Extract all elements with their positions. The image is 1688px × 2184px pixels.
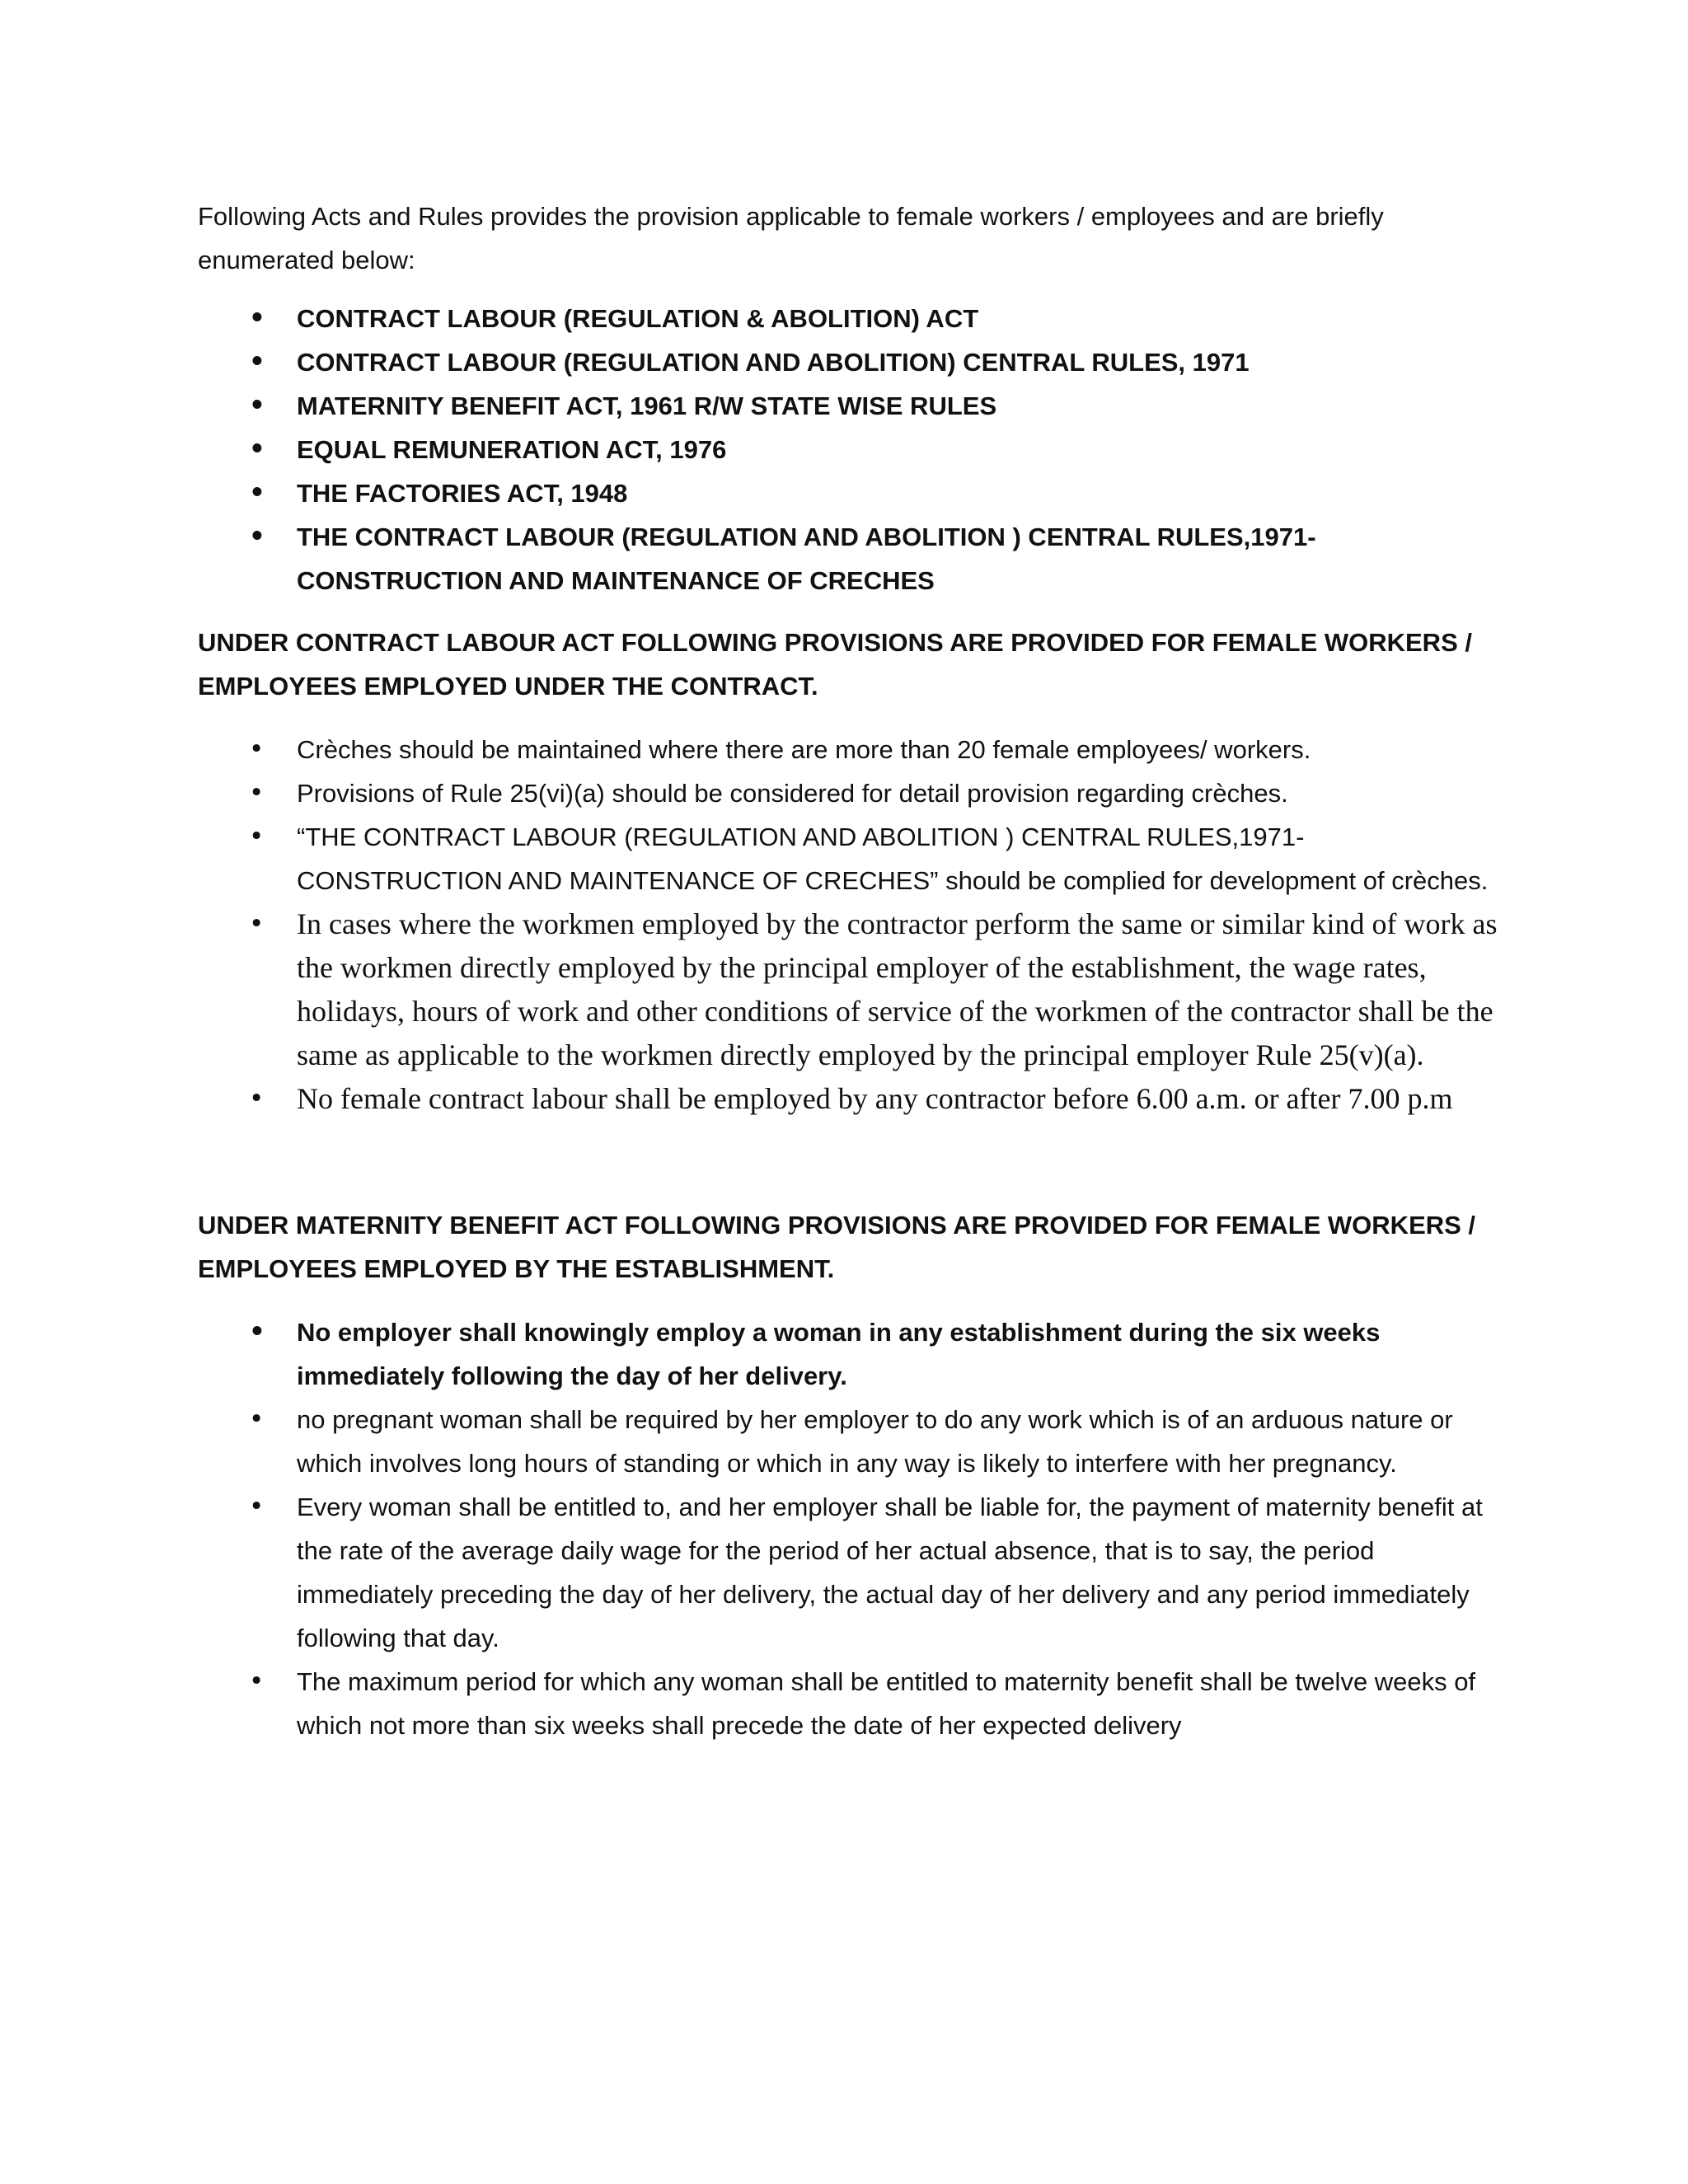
act-item-text: THE CONTRACT LABOUR (REGULATION AND ABOLITION ) CENTRAL RULES,1971- CONSTRUCTION AND MAINTENANCE OF CRECHES: [297, 523, 1316, 595]
provision-item: [198, 1310, 1500, 1398]
provision-item-text: “THE CONTRACT LABOUR (REGULATION AND ABOLITION ) CENTRAL RULES,1971- CONSTRUCTION AND MAINTENANCE OF CRECHES” should be complied for development of crèches.: [297, 823, 1489, 895]
document-content: [198, 194, 1500, 1747]
act-item-text: THE FACTORIES ACT, 1948: [297, 479, 628, 508]
bullet-icon: •: [249, 778, 265, 808]
provision-item: [198, 728, 1500, 771]
section-spacer: [198, 1121, 1500, 1185]
bullet-icon: •: [249, 434, 265, 464]
provision-item-text: Crèches should be maintained where there are more than 20 female employees/ workers.: [297, 735, 1311, 764]
bullet-icon: •: [249, 303, 265, 333]
bullet-icon: •: [249, 522, 265, 551]
provision-item: [198, 815, 1500, 902]
provision-item: [198, 771, 1500, 815]
provision-item-text: Every woman shall be entitled to, and her employer shall be liable for, the payment of maternity benefit at the rate of the average daily wage for the period of her actual absence, that is to say, the period immediately preceding the day of her delivery, the actual day of her delivery and any period immediately following that day.: [297, 1493, 1483, 1652]
bullet-icon: •: [249, 734, 265, 764]
act-item-text: CONTRACT LABOUR (REGULATION & ABOLITION) ACT: [297, 304, 979, 333]
acts-list: [198, 297, 1500, 602]
maternity-benefit-heading: UNDER MATERNITY BENEFIT ACT FOLLOWING PROVISIONS ARE PROVIDED FOR FEMALE WORKERS / EMPLOYEES EMPLOYED BY THE ESTABLISHMENT.: [198, 1211, 1476, 1283]
bullet-icon: •: [249, 1404, 265, 1434]
contract-labour-heading: UNDER CONTRACT LABOUR ACT FOLLOWING PROVISIONS ARE PROVIDED FOR FEMALE WORKERS / EMPLOYEES EMPLOYED UNDER THE CONTRACT.: [198, 628, 1472, 701]
provision-item-text: In cases where the workmen employed by the contractor perform the same or similar kind of work as the workmen directly employed by the principal employer of the establishment, the wage rates, holidays, hours of work and other conditions of service of the workmen of the contractor shall be the same as applicable to the workmen directly employed by the principal employer Rule 25(v)(a).: [297, 907, 1498, 1071]
provision-item-text: Provisions of Rule 25(vi)(a) should be considered for detail provision regarding crèches.: [297, 779, 1288, 808]
provision-item: [198, 1485, 1500, 1660]
provision-item: [198, 1660, 1500, 1747]
bullet-icon: •: [249, 909, 265, 939]
bullet-icon: •: [249, 478, 265, 508]
intro-paragraph: Following Acts and Rules provides the provision applicable to female workers / employees and are briefly enumerated below:: [198, 202, 1384, 274]
act-item-text: MATERNITY BENEFIT ACT, 1961 R/W STATE WISE RULES: [297, 391, 997, 420]
provision-item-text: The maximum period for which any woman shall be entitled to maternity benefit shall be twelve weeks of which not more than six weeks shall precede the date of her expected delivery: [297, 1667, 1476, 1740]
bullet-icon: •: [249, 1084, 265, 1113]
act-item: [198, 297, 1500, 340]
bullet-icon: •: [249, 1666, 265, 1696]
act-item: [198, 515, 1500, 602]
act-item: [198, 428, 1500, 471]
act-item-text: CONTRACT LABOUR (REGULATION AND ABOLITION) CENTRAL RULES, 1971: [297, 348, 1250, 377]
provision-item: [198, 902, 1500, 1077]
act-item: [198, 340, 1500, 384]
bullet-icon: •: [249, 1492, 265, 1521]
act-item: [198, 471, 1500, 515]
bullet-icon: •: [249, 822, 265, 851]
act-item-text: EQUAL REMUNERATION ACT, 1976: [297, 435, 727, 464]
provision-item: [198, 1398, 1500, 1485]
bullet-icon: •: [249, 1317, 265, 1347]
provision-item-text: no pregnant woman shall be required by her employer to do any work which is of an arduous nature or which involves long hours of standing or which in any way is likely to interfere with her pregnancy.: [297, 1405, 1453, 1478]
maternity-provisions-list: [198, 1310, 1500, 1747]
contract-labour-provisions-list: [198, 728, 1500, 1121]
provision-item-text: No female contract labour shall be employed by any contractor before 6.00 a.m. or after 7.00 p.m: [297, 1082, 1453, 1115]
act-item: [198, 384, 1500, 428]
provision-item-text: No employer shall knowingly employ a woman in any establishment during the six weeks immediately following the day of her delivery.: [297, 1318, 1381, 1390]
bullet-icon: •: [249, 347, 265, 377]
provision-item: [198, 1077, 1500, 1121]
bullet-icon: •: [249, 391, 265, 420]
